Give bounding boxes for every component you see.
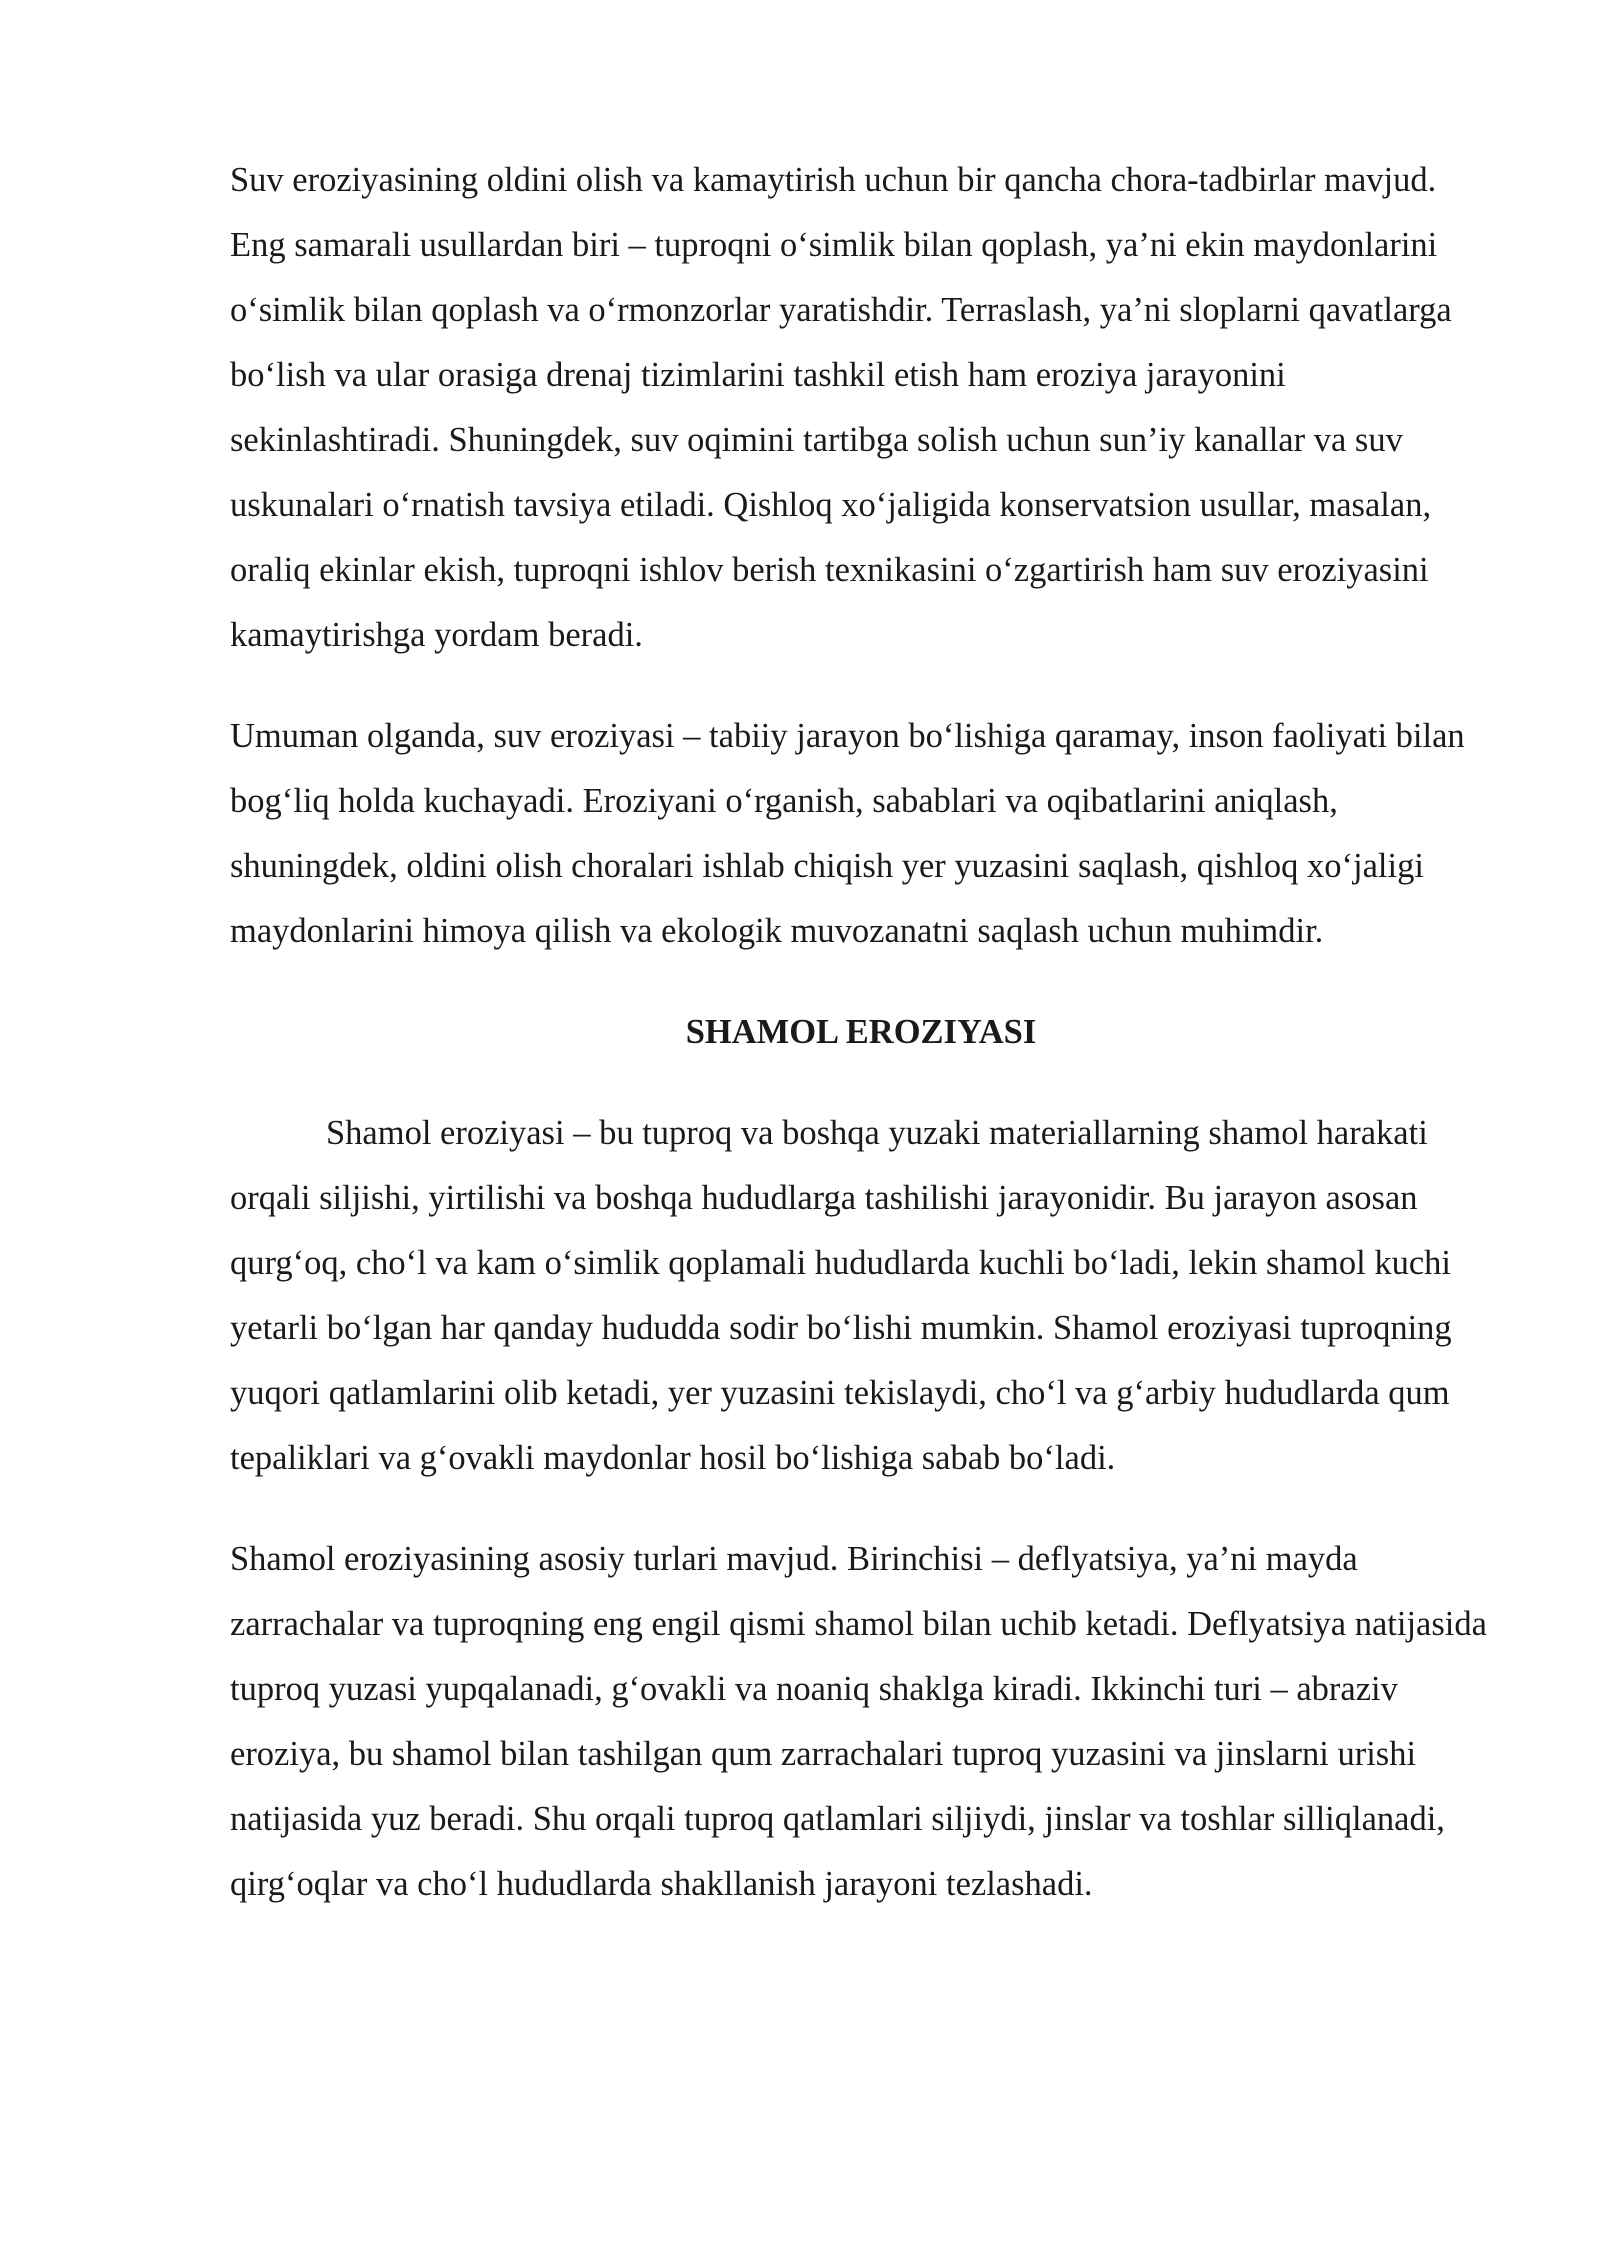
- paragraph-erosion-prevention: Suv eroziyasining oldini olish va kamaytirish uchun bir qancha chora-tadbirlar mavjud. Eng samarali usullardan biri – tuproqni o‘simlik bilan qoplash, ya’ni ekin maydonlarini o‘simlik bilan qoplash va o‘rmonzorlar yaratishdir. Terraslash, ya’ni sloplarni qavatlarga bo‘lish va ular orasiga drenaj tizimlarini tashkil etish ham eroziya jarayonini sekinlashtiradi. Shuningdek, suv oqimini tartibga solish uchun sun’iy kanallar va suv uskunalari o‘rnatish tavsiya etiladi. Qishloq xo‘jaligida konservatsion usullar, masalan, oraliq ekinlar ekish, tuproqni ishlov berish texnikasini o‘zgartirish ham suv eroziyasini kamaytirishga yordam beradi.: [230, 161, 1452, 654]
- paragraph-erosion-summary: Umuman olganda, suv eroziyasi – tabiiy jarayon bo‘lishiga qaramay, inson faoliyati bilan bog‘liq holda kuchayadi. Eroziyani o‘rganish, sabablari va oqibatlarini aniqlash, shuningdek, oldini olish choralari ishlab chiqish yer yuzasini saqlash, qishloq xo‘jaligi maydonlarini himoya qilish va ekologik muvozanatni saqlash uchun muhimdir.: [230, 717, 1465, 950]
- section-heading: SHAMOL EROZIYASI: [685, 1013, 1037, 1051]
- paragraph-wind-erosion-definition: Shamol eroziyasi – bu tuproq va boshqa yuzaki materiallarning shamol harakati orqali siljishi, yirtilishi va boshqa hududlarga tashilishi jarayonidir. Bu jarayon asosan qurg‘oq, cho‘l va kam o‘simlik qoplamali hududlarda kuchli bo‘ladi, lekin shamol kuchi yetarli bo‘lgan har qanday hududda sodir bo‘lishi mumkin. Shamol eroziyasi tuproqning yuqori qatlamlarini olib ketadi, yer yuzasini tekislaydi, cho‘l va g‘arbiy hududlarda qum tepaliklari va g‘ovakli maydonlar hosil bo‘lishiga sabab bo‘ladi.: [230, 1114, 1452, 1477]
- paragraph-wind-erosion-types: Shamol eroziyasining asosiy turlari mavjud. Birinchisi – deflyatsiya, ya’ni mayda zarrachalar va tuproqning eng engil qismi shamol bilan uchib ketadi. Deflyatsiya natijasida tuproq yuzasi yupqalanadi, g‘ovakli va noaniq shaklga kiradi. Ikkinchi turi – abraziv eroziya, bu shamol bilan tashilgan qum zarrachalari tuproq yuzasini va jinslarni urishi natijasida yuz beradi. Shu orqali tuproq qatlamlari siljiydi, jinslar va toshlar silliqlanadi, qirg‘oqlar va cho‘l hududlarda shakllanish jarayoni tezlashadi.: [230, 1540, 1487, 1903]
- document-body: [230, 148, 1492, 1953]
